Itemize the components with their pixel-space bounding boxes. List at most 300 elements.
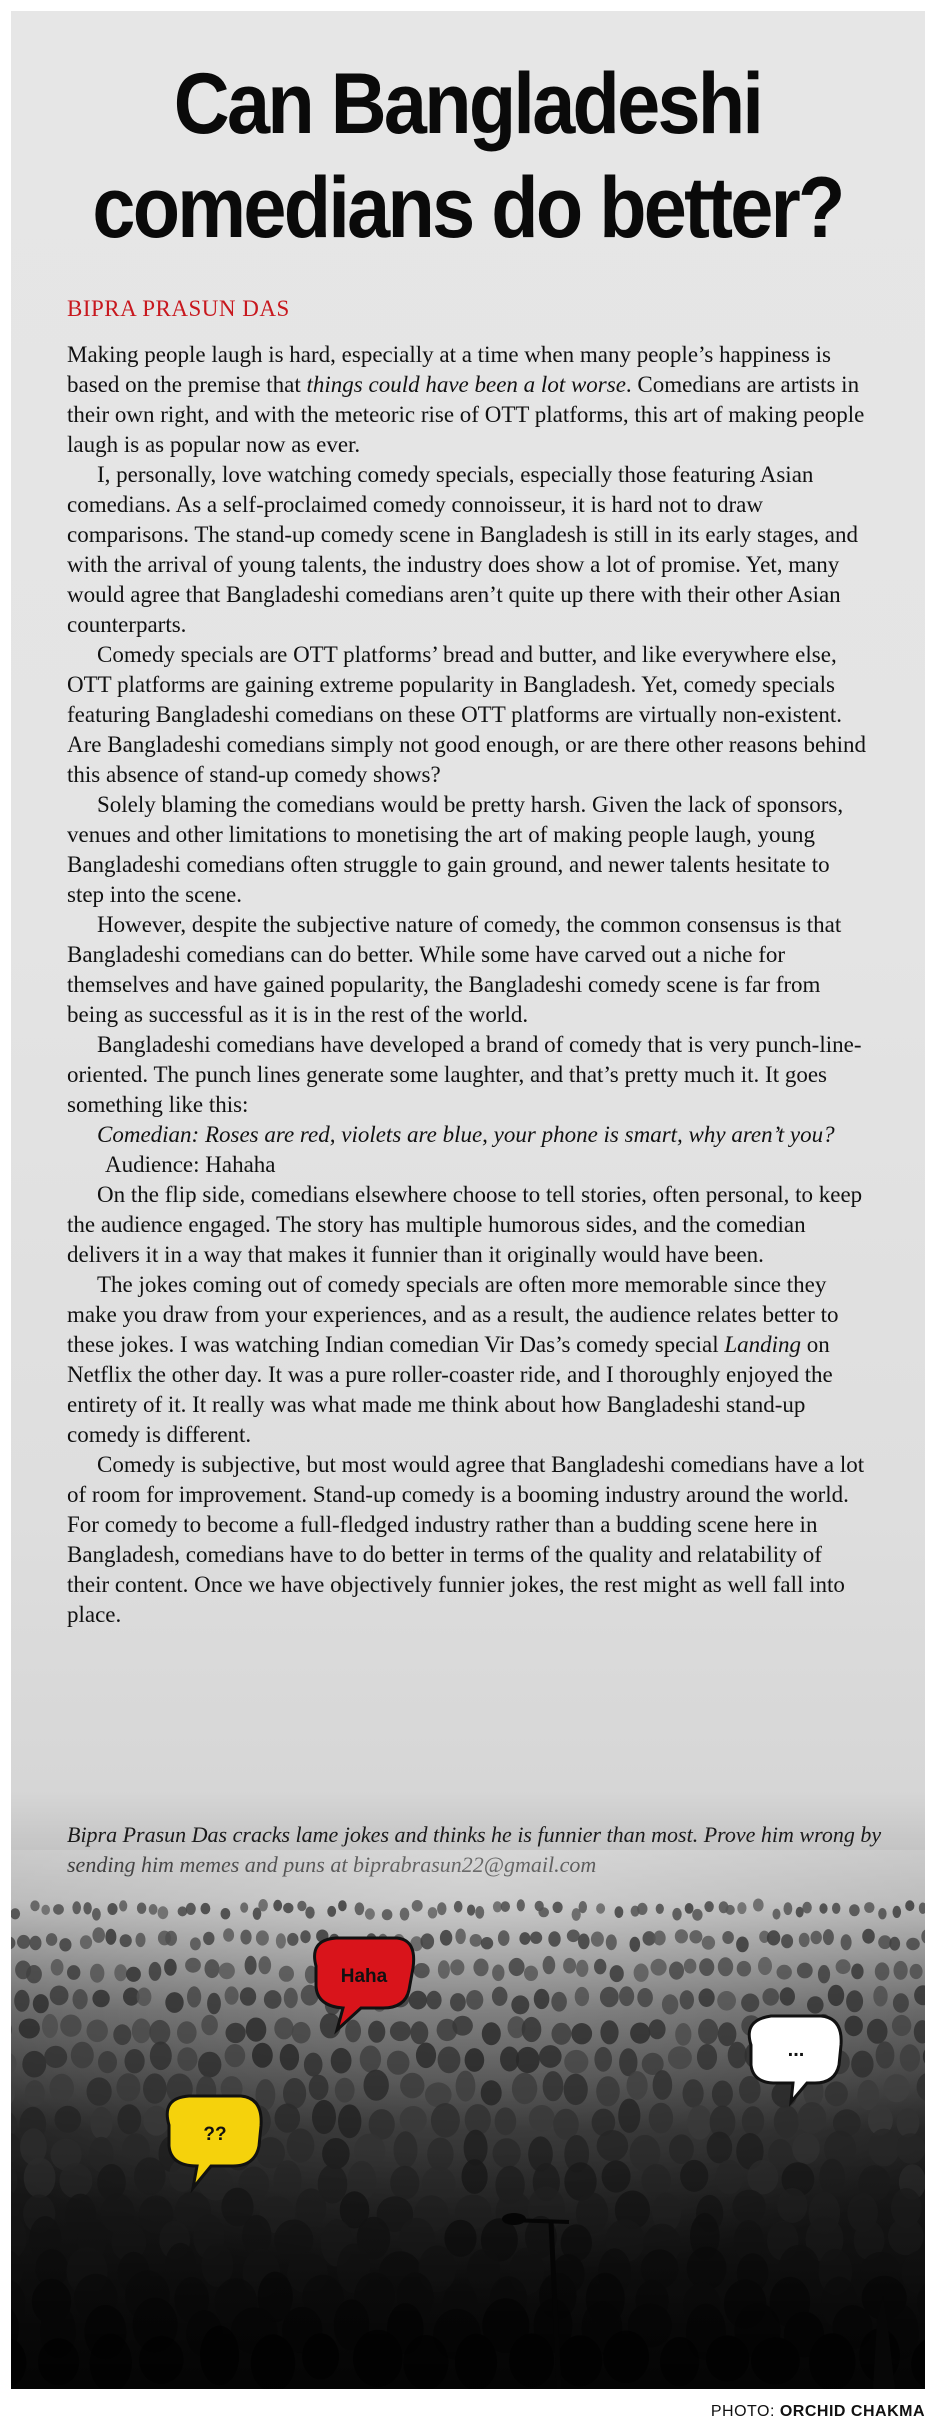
- crowd-head: [481, 2080, 502, 2105]
- crowd-head: [440, 1930, 452, 1946]
- crowd-head: [365, 1908, 375, 1919]
- paragraph-1: [67, 340, 867, 460]
- comedian-line: Comedian: Roses are red, violets are blue, your phone is smart, why aren’t you?: [97, 1122, 835, 1147]
- crowd-head: [143, 2106, 169, 2136]
- crowd-head: [637, 1988, 653, 2007]
- crowd-head: [185, 1958, 201, 1973]
- crowd-head: [53, 1904, 64, 1915]
- crowd-head: [797, 1963, 813, 1979]
- crowd-head: [456, 2071, 476, 2102]
- crowd-head: [421, 1933, 435, 1949]
- crowd-head: [630, 2023, 650, 2044]
- crowd-head: [338, 2104, 361, 2138]
- crowd-head: [360, 2046, 381, 2073]
- crowd-head: [517, 1899, 525, 1911]
- crowd-head: [225, 1986, 239, 2004]
- crowd-head: [203, 1932, 214, 1945]
- paragraph-5: However, despite the subjective nature of comedy, the common consensus is that Bangladeshi comedians can do better. While some have carved out a niche for themselves and have gained popularity, the Bangladeshi comedy scene is far from being as successful as it is in the rest of the world.: [67, 912, 842, 1027]
- crowd-head: [509, 1958, 525, 1976]
- crowd-head: [905, 1900, 914, 1911]
- crowd-head: [675, 2023, 691, 2046]
- crowd-head: [553, 1902, 563, 1913]
- crowd-head: [578, 1934, 590, 1950]
- crowd-head: [25, 2080, 45, 2106]
- crowd-head: [896, 2108, 919, 2137]
- crowd-head: [567, 1930, 580, 1943]
- crowd-head: [758, 1957, 772, 1975]
- paragraph-1-emphasis: things could have been a lot worse: [306, 372, 626, 397]
- crowd-head: [50, 1986, 69, 2006]
- crowd-head: [675, 1929, 688, 1943]
- crowd-head: [149, 1904, 158, 1915]
- crowd-head: [910, 1964, 923, 1979]
- crowd-head: [292, 2022, 311, 2044]
- crowd-head: [87, 2020, 108, 2043]
- crowd-head: [862, 1929, 875, 1944]
- crowd-head: [606, 1934, 617, 1950]
- crowd-head: [137, 1988, 152, 2007]
- crowd-head: [784, 1902, 793, 1915]
- crowd-head: [132, 2018, 151, 2043]
- crowd-head: [501, 1901, 510, 1912]
- crowd-head: [893, 1906, 902, 1918]
- crowd-head: [718, 1957, 733, 1976]
- crowd-head: [851, 2051, 873, 2078]
- crowd-head: [564, 2074, 588, 2105]
- headline-line-1: Can Bangladeshi: [173, 56, 762, 152]
- crowd-head: [312, 2100, 336, 2134]
- crowd-head: [149, 1962, 162, 1981]
- crowd-head: [414, 1963, 430, 1978]
- crowd-head: [692, 1909, 702, 1921]
- crowd-head: [493, 1901, 502, 1912]
- crowd-head: [22, 2051, 46, 2078]
- author-bio: Bipra Prasun Das cracks lame jokes and thinks he is funnier than most. Prove him wrong by: [67, 1822, 882, 1847]
- crowd-head: [669, 1962, 684, 1980]
- paragraph-10-emphasis: Landing: [724, 1332, 802, 1357]
- crowd-head: [857, 2080, 879, 2110]
- crowd-head: [773, 1909, 781, 1920]
- crowd-head: [466, 1990, 483, 2010]
- crowd-head: [331, 2048, 352, 2074]
- crowd-head: [273, 1900, 282, 1911]
- crowd-head: [113, 2024, 131, 2045]
- crowd-head: [684, 1959, 697, 1974]
- crowd-head: [409, 1991, 427, 2010]
- photographer-name: ORCHID CHAKMA: [779, 2403, 925, 2420]
- crowd-head: [819, 1903, 827, 1913]
- crowd-head: [551, 1992, 567, 2012]
- crowd-head: [364, 2070, 389, 2101]
- crowd-head: [240, 1987, 256, 2006]
- crowd-head: [767, 1930, 780, 1945]
- crowd-head: [33, 1994, 49, 2013]
- crowd-head: [543, 1956, 556, 1974]
- crowd-head: [143, 2073, 167, 2103]
- crowd-head: [653, 2070, 673, 2100]
- crowd-head: [849, 1904, 860, 1916]
- crowd-head: [90, 2107, 112, 2140]
- crowd-head: [737, 1902, 746, 1914]
- crowd-head: [452, 2016, 473, 2036]
- crowd-head: [596, 1903, 605, 1913]
- crowd-head: [610, 1965, 624, 1982]
- crowd-head: [240, 1930, 251, 1945]
- crowd-head: [73, 1989, 88, 2009]
- crowd-head: [297, 1901, 306, 1911]
- crowd-head: [264, 1990, 282, 2009]
- crowd-head: [836, 1959, 851, 1974]
- crowd-head: [416, 2043, 436, 2069]
- crowd-head: [475, 1906, 484, 1919]
- crowd-head: [845, 2016, 863, 2037]
- headline: [47, 52, 889, 260]
- crowd-head: [51, 1959, 64, 1976]
- crowd-head: [864, 1902, 874, 1913]
- crowd-head: [17, 1935, 30, 1949]
- crowd-head: [492, 1987, 508, 2006]
- paragraph-3: Comedy specials are OTT platforms’ bread and butter, and like everywhere else, OTT platforms are gaining extreme popularity in Bangladesh. Yet, comedy specials featuring Bangladeshi comedians on these OTT platforms are virtually non-existent. Are Bangladeshi comedians simply not good enough, or are there other reasons behind this absence of stand-up comedy shows?: [67, 642, 867, 787]
- crowd-head: [470, 1934, 482, 1947]
- crowd-head: [107, 1903, 117, 1915]
- crowd-head: [158, 1906, 169, 1919]
- crowd-head: [187, 1986, 201, 2007]
- crowd-head: [529, 2105, 555, 2132]
- crowd-head: [482, 2022, 501, 2045]
- crowd-head: [411, 2021, 429, 2044]
- crowd-head: [256, 1930, 269, 1945]
- crowd-head: [279, 1966, 294, 1982]
- crowd-head: [304, 2053, 323, 2077]
- bubble-dots-text: ...: [787, 2039, 805, 2061]
- crowd-head: [428, 1907, 438, 1918]
- crowd-head: [600, 2020, 618, 2044]
- crowd-head: [225, 2044, 246, 2067]
- crowd-head: [867, 2019, 888, 2044]
- crowd-head: [276, 1933, 286, 1948]
- crowd-head: [240, 1902, 248, 1912]
- crowd-head: [680, 1990, 694, 2009]
- crowd-head: [309, 2075, 329, 2100]
- crowd-head: [846, 1990, 863, 2012]
- crowd-head: [400, 2106, 427, 2133]
- crowd-head: [683, 2079, 704, 2107]
- crowd-head: [823, 1929, 834, 1945]
- crowd-head: [516, 2047, 540, 2073]
- crowd-head: [702, 1936, 715, 1950]
- crowd-head: [851, 1964, 863, 1980]
- crowd-head: [889, 1937, 900, 1951]
- crowd-head: [832, 1903, 840, 1914]
- crowd-head: [412, 1900, 423, 1912]
- crowd-head: [662, 1994, 678, 2014]
- crowd-head: [71, 2042, 94, 2069]
- crowd-head: [80, 1935, 92, 1949]
- crowd-head: [762, 1988, 779, 2006]
- crowd-head: [201, 2015, 218, 2036]
- crowd-head: [571, 2023, 592, 2044]
- crowd-head: [653, 1931, 665, 1946]
- crowd-head: [818, 1965, 830, 1983]
- crowd-head: [390, 2021, 411, 2041]
- crowd-head: [519, 1932, 530, 1945]
- crowd-head: [205, 1959, 220, 1978]
- crowd-head: [87, 2077, 112, 2105]
- crowd-head: [492, 1965, 504, 1982]
- crowd-head: [284, 1988, 298, 2009]
- crowd-head: [530, 1932, 542, 1944]
- crowd-head: [552, 2023, 572, 2045]
- crowd-head: [651, 1959, 667, 1976]
- crowd-head: [426, 1991, 441, 2010]
- crowd-head: [387, 2051, 410, 2075]
- crowd-head: [450, 1993, 466, 2011]
- crowd-head: [634, 1964, 649, 1982]
- crowd-head: [873, 1986, 887, 2007]
- crowd-head: [136, 1933, 146, 1947]
- crowd-head: [575, 1987, 589, 2006]
- crowd-head: [594, 2047, 612, 2072]
- crowd-head: [116, 2073, 140, 2101]
- crowd-head: [259, 1956, 272, 1974]
- crowd-head: [114, 1964, 127, 1981]
- crowd-head: [400, 1908, 410, 1921]
- bubble-haha-text: Haha: [340, 1966, 388, 1987]
- crowd-head: [780, 1987, 795, 2005]
- crowd-head: [126, 1967, 141, 1982]
- paragraph-1-start: Making people laugh is hard, especially at a time when many people’s happiness is based on the premise that: [67, 342, 831, 397]
- crowd-head: [300, 1930, 310, 1943]
- crowd-head: [511, 1995, 529, 2014]
- crowd-head: [219, 1963, 235, 1980]
- crowd-head: [287, 1933, 298, 1946]
- crowd-head: [280, 2044, 299, 2071]
- crowd-head: [245, 1956, 257, 1975]
- crowd-head: [274, 2017, 293, 2039]
- crowd-head: [689, 1930, 702, 1943]
- crowd-head: [67, 1965, 80, 1980]
- crowd-head: [198, 2052, 221, 2078]
- crowd-head: [305, 1907, 314, 1919]
- crowd-head: [105, 1929, 116, 1945]
- crowd-head: [177, 2047, 197, 2071]
- crowd-head: [30, 1936, 42, 1951]
- crowd-head: [596, 2076, 620, 2106]
- crowd-head: [656, 1904, 664, 1914]
- crowd-head: [543, 2071, 564, 2101]
- crowd-head: [798, 2102, 827, 2134]
- crowd-head: [736, 1937, 749, 1953]
- crowd-head: [190, 1937, 201, 1950]
- crowd-head: [894, 1961, 908, 1980]
- crowd-head: [737, 1961, 751, 1977]
- crowd-head: [327, 1906, 336, 1917]
- crowd-head: [186, 1903, 196, 1915]
- crowd-head: [120, 1934, 132, 1947]
- crowd-head: [207, 1993, 221, 2015]
- crowd-head: [473, 1959, 488, 1977]
- crowd-head: [712, 2081, 733, 2108]
- crowd-head: [226, 2023, 246, 2043]
- crowd-head: [92, 1927, 105, 1943]
- crowd-head: [811, 1931, 822, 1944]
- crowd-head: [718, 2022, 737, 2046]
- crowd-head: [150, 2042, 172, 2071]
- crowd-head: [802, 1902, 811, 1914]
- paragraph-10: [67, 1270, 867, 1450]
- photo-credit: [711, 2403, 925, 2421]
- crowd-head: [454, 1901, 463, 1913]
- crowd-head: [753, 1899, 764, 1912]
- crowd-head: [878, 1908, 886, 1919]
- crowd-head: [672, 1908, 681, 1921]
- crowd-head: [777, 1965, 792, 1980]
- crowd-head: [258, 1899, 268, 1911]
- paragraph-9: On the flip side, comedians elsewhere choose to tell stories, often personal, to keep the audience engaged. The story has multiple humorous sides, and the comedian delivers it in a way that makes it funnier than it originally would have been.: [67, 1182, 863, 1267]
- crowd-head: [781, 1934, 793, 1948]
- article-body: [67, 340, 867, 1630]
- paragraph-10-start: The jokes coming out of comedy specials are often more memorable since they make you draw from your experiences, and as a result, the audience relates better to these jokes. I was watching Indian comedian Vir Das’s comedy special: [67, 1272, 839, 1357]
- crowd-head: [717, 1991, 736, 2011]
- crowd-head: [465, 2048, 485, 2072]
- crowd-head: [728, 2042, 747, 2069]
- crowd-head: [900, 2044, 920, 2071]
- crowd-head: [876, 2041, 895, 2068]
- crowd-head: [698, 2019, 718, 2044]
- crowd-head: [382, 1909, 393, 1920]
- crowd-head: [165, 1931, 177, 1946]
- crowd-head: [221, 1908, 231, 1919]
- crowd-head: [164, 1959, 177, 1976]
- photo-credit-prefix: PHOTO:: [710, 2403, 780, 2420]
- crowd-head: [893, 1993, 909, 2013]
- byline: BIPRA PRASUN DAS: [67, 296, 290, 321]
- paragraph-6: Bangladeshi comedians have developed a brand of comedy that is very punch-line-oriented. The punch lines generate some laughter, and that’s pretty much it. It goes something like this:: [67, 1032, 862, 1117]
- crowd-head: [512, 2073, 537, 2104]
- crowd-head: [481, 1937, 493, 1949]
- crowd-head: [275, 2104, 301, 2133]
- paragraph-4: Solely blaming the comedians would be pretty harsh. Given the lack of sponsors, venues and other limitations to monetising the art of making people laugh, young Bangladeshi comedians often struggle to gain ground, and newer talents hesitate to step into the scene.: [67, 792, 844, 907]
- crowd-head: [522, 2017, 542, 2042]
- crowd-head: [201, 1903, 211, 1914]
- crowd-head: [46, 1933, 57, 1946]
- crowd-head: [884, 2074, 910, 2102]
- crowd-head: [618, 2099, 640, 2133]
- crowd-head: [30, 1900, 39, 1911]
- crowd-head: [875, 1962, 890, 1980]
- crowd-head: [591, 1932, 604, 1947]
- crowd-head: [828, 1985, 844, 2006]
- crowd-head: [246, 2018, 267, 2042]
- crowd-head: [119, 1900, 127, 1911]
- crowd-head: [600, 1987, 619, 2008]
- crowd-head: [579, 1901, 587, 1913]
- crowd-head: [90, 1964, 104, 1983]
- crowd-head: [627, 2071, 648, 2100]
- paragraph-2: I, personally, love watching comedy specials, especially those featuring Asian comedians. As a self-proclaimed comedy connoisseur, it is hard not to draw comparisons. The stand-up comedy scene in Bangladesh is still in its early stages, and with the arrival of young talents, the industry does show a lot of promise. Yet, many would agree that Bangladeshi comedians aren’t quite up there with their other Asian counterparts.: [67, 462, 858, 637]
- crowd-head: [165, 1992, 183, 2013]
- crowd-head: [699, 1988, 715, 2007]
- crowd-head: [223, 1928, 234, 1942]
- crowd-head: [498, 1930, 510, 1946]
- paragraph-1-end: . Comedians are artists in their own right, and with the meteoric rise of OTT platforms, this art of making people laugh is as popular now as ever.: [67, 372, 865, 457]
- crowd-head: [538, 1907, 549, 1917]
- crowd-head: [637, 1903, 647, 1915]
- crowd-head: [42, 2014, 58, 2038]
- crowd-head: [92, 1990, 109, 2008]
- crowd-head: [438, 1960, 450, 1979]
- crowd-head: [685, 1903, 694, 1914]
- crowd-head: [741, 1994, 759, 2013]
- crowd-head: [98, 2051, 117, 2073]
- crowd-head: [450, 1959, 464, 1975]
- crowd-head: [125, 2049, 145, 2073]
- crowd-head: [564, 2050, 588, 2074]
- crowd-head: [368, 2021, 385, 2043]
- crowd-head: [668, 2046, 692, 2069]
- crowd-head: [739, 2076, 761, 2104]
- crowd-head: [283, 1903, 293, 1913]
- headline-line-2: comedians do better?: [92, 160, 843, 256]
- crowd-head: [495, 2107, 517, 2135]
- crowd-head: [338, 1900, 347, 1911]
- crowd-head: [44, 2046, 67, 2068]
- crowd-head: [619, 1986, 634, 2006]
- crowd-head: [117, 2104, 141, 2134]
- crowd-head: [649, 2019, 666, 2039]
- crowd-head: [841, 1934, 852, 1950]
- crowd-head: [345, 2020, 361, 2043]
- crowd-head: [335, 2078, 355, 2103]
- crowd-head: [563, 1958, 576, 1974]
- crowd-head: [137, 1903, 146, 1914]
- crowd-head: [49, 2074, 74, 2102]
- crowd-head: [534, 1989, 550, 2009]
- bubble-question-text: ??: [203, 2124, 227, 2145]
- crowd-head: [177, 2021, 197, 2044]
- crowd-head: [178, 1906, 188, 1916]
- crowd-head: [697, 2044, 717, 2070]
- crowd-head: [41, 1905, 50, 1915]
- crowd-head: [630, 1937, 641, 1952]
- crowd-head: [59, 1938, 71, 1951]
- crowd-head: [455, 1929, 465, 1945]
- crowd-head: [548, 1931, 560, 1947]
- crowd-head: [742, 2106, 764, 2135]
- concert-crowd-photo: [11, 1850, 925, 2389]
- crowd-head: [774, 2105, 799, 2138]
- crowd-head: [19, 2019, 40, 2039]
- crowd-head: [576, 1960, 588, 1977]
- crowd-head: [252, 2043, 273, 2068]
- crowd-head: [14, 1990, 29, 2012]
- crowd-head: [55, 2106, 82, 2133]
- crowd-head: [539, 2045, 562, 2068]
- crowd-head: [704, 1901, 713, 1912]
- crowd-head: [467, 1905, 475, 1916]
- crowd-head: [26, 1965, 42, 1983]
- crowd-head: [725, 1905, 734, 1915]
- crowd-head: [524, 1966, 538, 1981]
- crowd-head: [615, 1906, 624, 1918]
- crowd-head: [649, 2103, 673, 2134]
- crowd-head: [699, 1958, 714, 1976]
- floor-shadow: [11, 2150, 925, 2389]
- crowd-head: [807, 1996, 824, 2013]
- crowd-head: [60, 2015, 81, 2037]
- crowd-head: [92, 1908, 101, 1921]
- crowd-head: [594, 1959, 606, 1975]
